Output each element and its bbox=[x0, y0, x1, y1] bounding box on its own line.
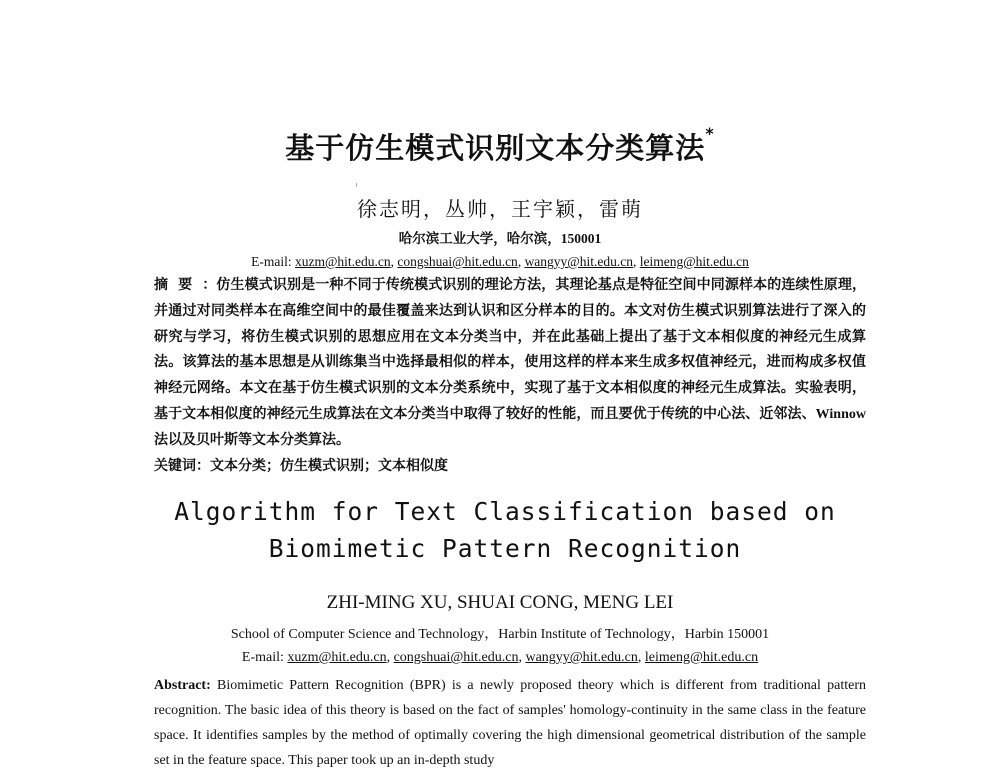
keywords-label: 关键词： bbox=[154, 459, 210, 474]
abstract-text: Biomimetic Pattern Recognition (BPR) is a newly proposed theory which is different from traditional pattern recognition. The basic idea of this theory is based on the fact of samples' homology-continuity in the same class in the feature space. It identifies samples by the method of optimally covering the high dimensional geometrical distribution of the sample set in the feature space. This paper took up an in-depth study bbox=[154, 678, 866, 768]
abstract-label: 摘要 bbox=[154, 277, 203, 293]
abstract-label: Abstract: bbox=[154, 678, 211, 693]
email-link-wangyy[interactable]: wangyy@hit.edu.cn bbox=[524, 254, 633, 269]
english-email-line: E-mail: xuzm@hit.edu.cn, congshuai@hit.edu.cn, wangyy@hit.edu.cn, leimeng@hit.edu.cn bbox=[241, 650, 759, 665]
chinese-title: 基于仿生模式识别文本分类算法* bbox=[285, 124, 715, 165]
scan-artifact bbox=[356, 183, 357, 187]
chinese-email-line: E-mail: xuzm@hit.edu.cn, congshuai@hit.edu.cn, wangyy@hit.edu.cn, leimeng@hit.edu.cn bbox=[251, 254, 749, 269]
english-abstract bbox=[154, 673, 866, 773]
email-label: E-mail: bbox=[251, 254, 295, 269]
email-link-xuzm[interactable]: xuzm@hit.edu.cn bbox=[287, 650, 387, 665]
english-affiliation: School of Computer Science and Technology，Harbin Institute of Technology，Harbin 150001 bbox=[230, 627, 770, 642]
chinese-affiliation: 哈尔滨工业大学，哈尔滨，150001 bbox=[398, 231, 602, 246]
email-link-leimeng[interactable]: leimeng@hit.edu.cn bbox=[644, 650, 759, 665]
email-link-leimeng[interactable]: leimeng@hit.edu.cn bbox=[639, 254, 749, 269]
english-title: Algorithm for Text Classification based on Biomimetic Pattern Recognition bbox=[174, 497, 836, 563]
email-link-xuzm[interactable]: xuzm@hit.edu.cn bbox=[294, 254, 391, 269]
email-link-wangyy[interactable]: wangyy@hit.edu.cn bbox=[525, 650, 638, 665]
chinese-authors: 徐志明，丛帅，王宇颖，雷萌 bbox=[357, 199, 643, 221]
email-link-congshuai[interactable]: congshuai@hit.edu.cn bbox=[393, 650, 519, 665]
chinese-abstract: 摘要：仿生模式识别是一种不同于传统模式识别的理论方法，其理论基点是特征空间中同源样本的连续性原理，并通过对同类样本在高维空间中的最佳覆盖来达到认识和区分样本的目的。本文对仿生模式识别算法进行了深入的研究与学习，将仿生模式识别的思想应用在文本分类当中，并在此基础上提出了基于文本相似度的神经元生成算法。该算法的基本思想是从训练集当中选择最相似的样本，使用这样的样本来生成多权值神经元，进而构成多权值神经元网络。本文在基于仿生模式识别的文本分类系统中，实现了基于文本相似度的神经元生成算法。实验表明，基于文本相似度的神经元生成算法在文本分类当中取得了较好的性能，而且要优于传统的中心法、近邻法、Winnow 法以及贝叶斯等文本分类算法。 bbox=[154, 277, 866, 448]
title-footnote-mark: * bbox=[705, 124, 715, 143]
english-authors: ZHI-MING XU, SHUAI CONG, MENG LEI bbox=[326, 592, 674, 613]
abstract-text: 仿生模式识别是一种不同于传统模式识别的理论方法，其理论基点是特征空间中同源样本的连续性原理，并通过对同类样本在高维空间中的最佳覆盖来达到认识和区分样本的目的。本文对仿生模式识别算法进行了深入的研究与学习，将仿生模式识别的思想应用在文本分类当中，并在此基础上提出了基于文本相似度的神经元生成算法。该算法的基本思想是从训练集当中选择最相似的样本，使用这样的样本来生成多权值神经元，进而构成多权值神经元网络。本文在基于仿生模式识别的文本分类系统中，实现了基于文本相似度的神经元生成算法。实验表明，基于文本相似度的神经元生成算法在文本分类当中取得了较好的性能，而且要优于传统的中心法、近邻法、Winnow 法以及贝叶斯等文本分类算法。 bbox=[154, 278, 866, 448]
keywords-text: 文本分类；仿生模式识别；文本相似度 bbox=[210, 459, 448, 474]
email-link-congshuai[interactable]: congshuai@hit.edu.cn bbox=[397, 254, 518, 269]
email-label: E-mail: bbox=[241, 650, 288, 665]
chinese-keywords bbox=[154, 455, 866, 475]
